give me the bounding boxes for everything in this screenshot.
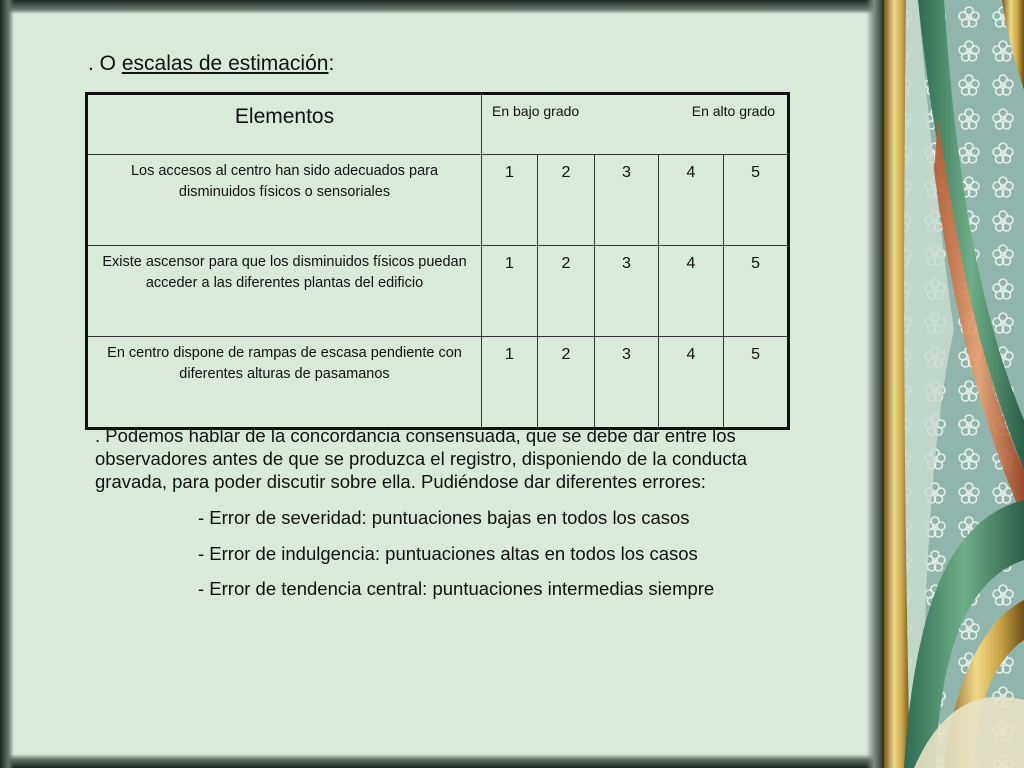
scale-value: 2 xyxy=(538,337,595,429)
decorative-side-panel xyxy=(884,0,1024,768)
heading-underlined-term: escalas de estimación xyxy=(121,52,329,75)
error-severity: - Error de severidad: puntuaciones bajas en todos los casos xyxy=(198,507,690,528)
elements-header: Elementos xyxy=(87,94,482,155)
table-row xyxy=(87,155,789,246)
rating-scale-table xyxy=(85,92,790,430)
scale-value: 1 xyxy=(482,337,538,429)
grade-header xyxy=(482,94,789,155)
grade-high-label: En alto grado xyxy=(691,103,776,119)
scale-value: 2 xyxy=(538,155,595,246)
scale-value: 5 xyxy=(724,246,789,337)
scale-value: 4 xyxy=(659,246,724,337)
scale-value: 3 xyxy=(595,337,659,429)
table-row xyxy=(87,246,789,337)
table-row xyxy=(87,337,789,429)
scale-value: 2 xyxy=(538,246,595,337)
frame-bottom xyxy=(0,754,884,768)
scale-value: 5 xyxy=(724,155,789,246)
heading-prefix: . O xyxy=(88,52,122,75)
table-header-row xyxy=(87,94,789,155)
frame-right-edge xyxy=(866,0,884,768)
error-central-tendency: - Error de tendencia central: puntuaciones intermedias siempre xyxy=(198,578,715,599)
concordance-paragraph: . Podemos hablar de la concordancia consensuada, que se debe dar entre los observadores antes de que se produzca el registro, disponiendo de la conducta gravada, para poder discutir sobre ella. Pudiéndose dar diferentes errores: xyxy=(95,425,748,492)
frame-left xyxy=(0,0,14,768)
floral-ribbon-decoration xyxy=(884,0,1024,768)
error-indulgence: - Error de indulgencia: puntuaciones altas en todos los casos xyxy=(198,543,698,564)
scale-value: 4 xyxy=(659,337,724,429)
scale-value: 1 xyxy=(482,155,538,246)
scale-value: 1 xyxy=(482,246,538,337)
scale-value: 3 xyxy=(595,246,659,337)
scale-value: 4 xyxy=(659,155,724,246)
grade-low-label: En bajo grado xyxy=(492,103,580,119)
scale-value: 3 xyxy=(595,155,659,246)
slide-heading xyxy=(88,52,334,76)
item-text: En centro dispone de rampas de escasa pendiente con diferentes alturas de pasamanos xyxy=(87,337,482,429)
scale-value: 5 xyxy=(724,337,789,429)
frame-top xyxy=(0,0,884,14)
item-text: Existe ascensor para que los disminuidos físicos puedan acceder a las diferentes plantas del edificio xyxy=(87,246,482,337)
heading-suffix: : xyxy=(328,52,335,75)
item-text: Los accesos al centro han sido adecuados para disminuidos físicos o sensoriales xyxy=(87,155,482,246)
